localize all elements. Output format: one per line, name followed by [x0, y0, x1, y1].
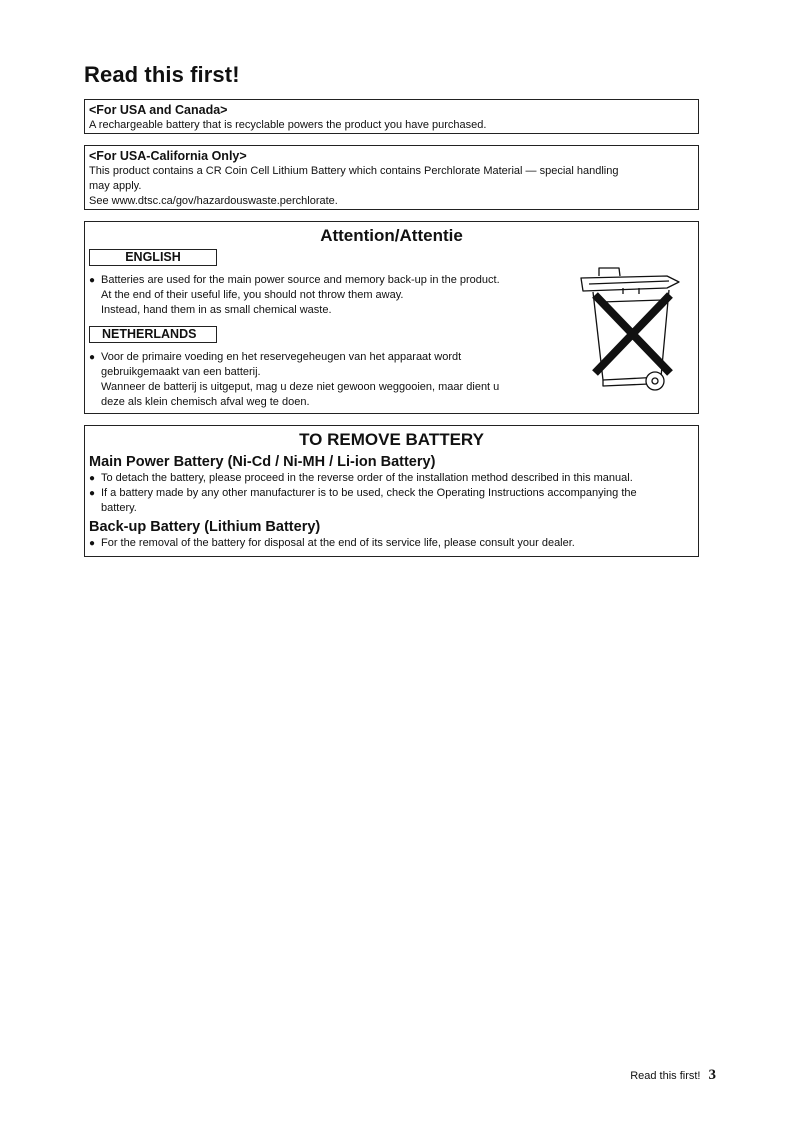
footer-label: Read this first!: [630, 1070, 701, 1082]
page-number: 3: [708, 1067, 716, 1083]
main-power-bullet-1: To detach the battery, please proceed in the reverse order of the installation method described in this manual.: [101, 472, 633, 484]
backup-list: [89, 536, 694, 551]
main-power-bullet-2-line-2: battery.: [101, 502, 137, 514]
crossed-out-wheelie-bin-icon: [579, 262, 685, 394]
bullet-icon: ●: [89, 275, 96, 286]
english-line-1: Batteries are used for the main power source and memory back-up in the product.: [101, 274, 500, 286]
california-text: [89, 164, 694, 209]
usa-canada-heading: <For USA and Canada>: [89, 103, 228, 117]
usa-canada-notice: [84, 99, 699, 134]
english-label: ENGLISH: [89, 249, 217, 266]
netherlands-line-3: Wanneer de batterij is uitgeput, mag u deze niet gewoon weggooien, maar dient u: [101, 381, 500, 393]
attention-title: Attention/Attentie: [320, 226, 463, 245]
page-footer: [630, 1066, 716, 1085]
attention-section: [84, 221, 699, 414]
california-notice: [84, 145, 699, 210]
california-line-2: may apply.: [89, 180, 142, 192]
bullet-icon: ●: [89, 473, 96, 484]
california-heading: <For USA-California Only>: [89, 149, 247, 163]
page-title: Read this first!: [84, 62, 240, 87]
bullet-icon: ●: [89, 488, 96, 499]
netherlands-line-2: gebruikgemaakt van een batterij.: [101, 366, 261, 378]
california-line-1: This product contains a CR Coin Cell Lithium Battery which contains Perchlorate Material — special handling: [89, 165, 619, 177]
remove-battery-section: [84, 425, 699, 557]
bullet-icon: ●: [89, 538, 96, 549]
english-line-3: Instead, hand them in as small chemical waste.: [101, 304, 332, 316]
backup-heading: Back-up Battery (Lithium Battery): [89, 519, 321, 535]
bullet-icon: ●: [89, 352, 96, 363]
usa-canada-text: A rechargeable battery that is recyclable powers the product you have purchased.: [89, 119, 487, 131]
english-text: [89, 273, 559, 318]
netherlands-label: NETHERLANDS: [89, 326, 217, 343]
english-line-2: At the end of their useful life, you should not throw them away.: [101, 289, 404, 301]
netherlands-line-4: deze als klein chemisch afval weg te doen.: [101, 396, 310, 408]
backup-bullet: For the removal of the battery for disposal at the end of its service life, please consult your dealer.: [101, 537, 575, 549]
main-power-list: [89, 471, 694, 516]
main-power-heading: Main Power Battery (Ni-Cd / Ni-MH / Li-ion Battery): [89, 454, 436, 470]
netherlands-text: [89, 350, 559, 410]
remove-battery-title: TO REMOVE BATTERY: [299, 430, 484, 449]
netherlands-line-1: Voor de primaire voeding en het reservegeheugen van het apparaat wordt: [101, 351, 462, 363]
main-power-bullet-2-line-1: If a battery made by any other manufacturer is to be used, check the Operating Instructions accompanying the: [101, 487, 637, 499]
california-line-3: See www.dtsc.ca/gov/hazardouswaste.perchlorate.: [89, 195, 338, 207]
